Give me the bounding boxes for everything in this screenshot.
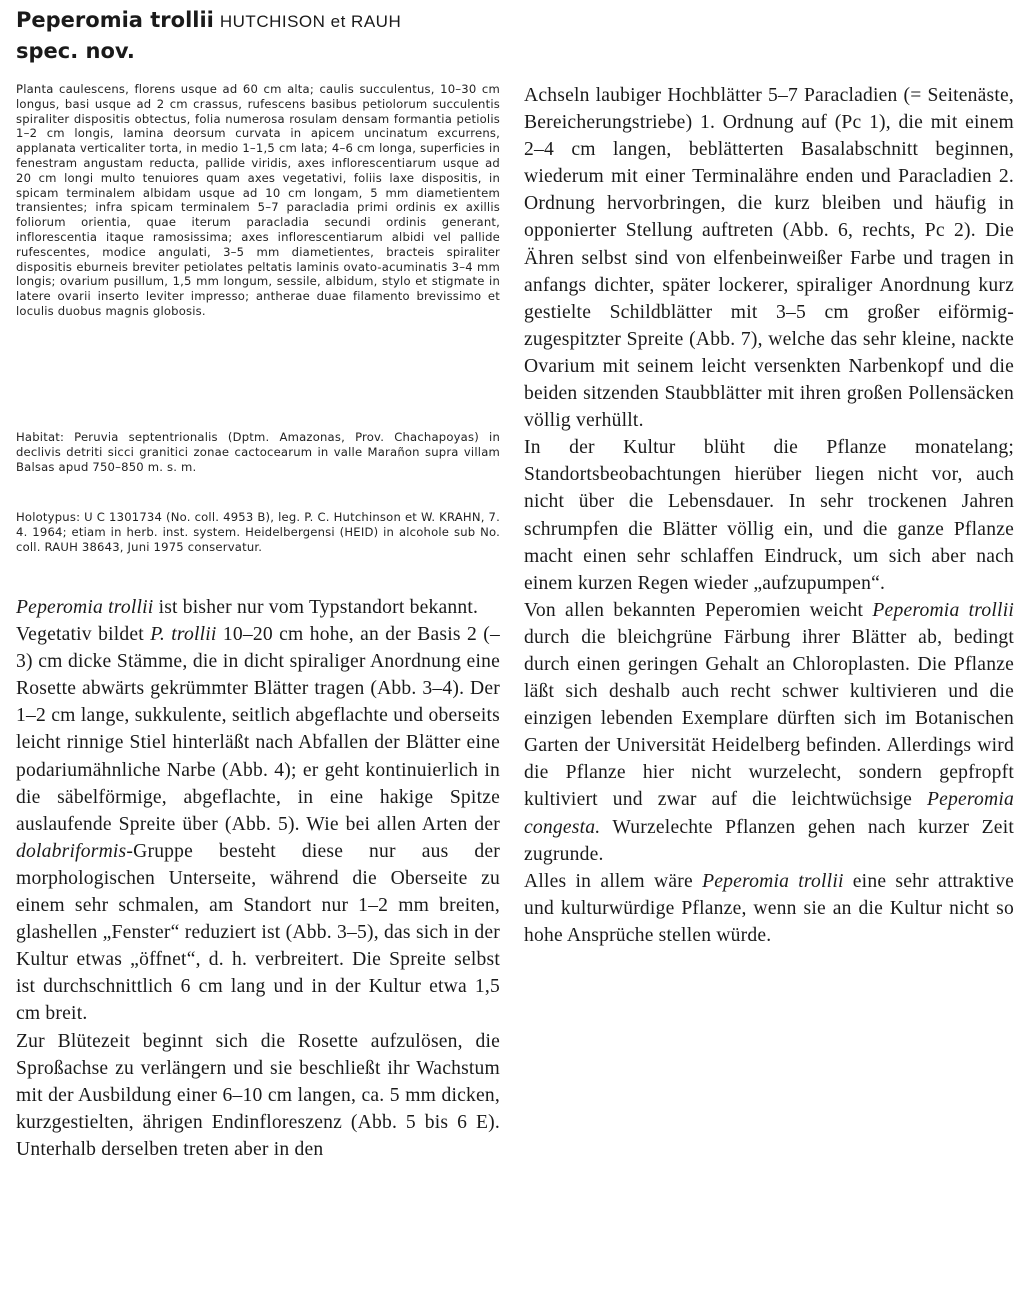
species-italic: Peperomia trollii <box>16 597 154 618</box>
text-run: Wurzelechte Pflanzen gehen nach kurzer Zeit zugrunde. <box>524 816 1014 865</box>
title-line <box>16 6 516 36</box>
species-italic: P. trollii <box>150 624 217 646</box>
paragraph <box>524 597 1014 868</box>
species-status: spec. nov. <box>16 39 135 63</box>
group-italic: dolabriformis <box>16 840 127 862</box>
text-run: Vegetativ bildet <box>16 624 151 646</box>
left-column <box>16 594 500 1163</box>
text-run: 10–20 cm hohe, an der Basis 2 (–3) cm dicke Stämme, die in dicht spiraliger Anordnung eine Rosette abwärts gekrümmter Blätter tragen (Abb. 3–4). Der 1–2 cm lange, sukkulente, seitlich abgeflachte und oberseits leicht rinnige Stiel hinterläßt nach Abfallen der Blätter eine podariumähnliche Narbe (Abb. 4); er geht kontinuierlich in die säbelförmige, abgeflachte, in eine hakige Spitze auslaufende Spreite über (Abb. 5). Wie bei allen Arten der <box>16 624 500 835</box>
species-italic: Peperomia trollii <box>702 870 844 892</box>
text-run: ist bisher nur vom Typstandort bekannt. <box>153 597 479 618</box>
paragraph: Achseln laubiger Hochblätter 5–7 Paracladien (= Seitenäste, Bereicherungstriebe) 1. Ordnung auf (Pc 1), die mit einem 2–4 cm langen, beblätterten Basalabschnitt beginnen, wiederum mit einer Terminalähre enden und Paracladien 2. Ordnung hervorbringen, die kurz bleiben und häufig in opponierter Stellung auftreten (Abb. 6, rechts, Pc 2). Die Ähren selbst sind von elfenbeinweißer Farbe und tragen in anfangs dichter, später lockerer, spiraliger Anordnung kurz gestielte Schildblätter mit 3–5 cm großer eiförmig-zugespitzter Spreite (Abb. 7), welche das sehr kleine, nackte Ovarium mit seinem leicht versenkten Narbenkopf und die beiden sitzenden Staubblätter mit ihren großen Pollensäcken völlig verhüllt. <box>524 85 1014 432</box>
latin-habitat: Habitat: Peruvia septentrionalis (Dptm. Amazonas, Prov. Chachapoyas) in declivis detriti sicci granitici zonae cactocearum in valle Marañon supra villam Balsas apud 750–850 m. s. m. <box>16 430 500 474</box>
species-name: Peperomia trollii <box>16 8 214 32</box>
right-column <box>524 82 1014 949</box>
paragraph <box>16 594 500 621</box>
species-authors: HUTCHISON et RAUH <box>219 12 402 31</box>
species-italic: Peperomia trollii <box>872 599 1014 621</box>
paragraph <box>16 621 500 1027</box>
text-run: durch die bleichgrüne Färbung ihrer Blätter ab, bedingt durch einen geringen Gehalt an Chloroplasten. Die Pflanze läßt sich deshalb auch recht schwer kultivieren und die einzigen lebenden Exemplare dürften sich im Botanischen Garten der Universität Heidelberg befinden. Allerdings wird die Pflanze hier nicht wurzelecht, sondern gepfropft kultiviert und zwar auf die leichtwüchsige <box>524 626 1014 811</box>
paragraph: Zur Blütezeit beginnt sich die Rosette aufzulösen, die Sproßachse zu verlängern und sie beschließt ihr Wachstum mit der Ausbildung einer 6–10 cm langen, ca. 5 mm dicken, kurzgestielten, ährigen Endinfloreszenz (Abb. 5 bis 6 E). Unterhalb derselben treten aber in den <box>16 1030 500 1160</box>
text-run: -Gruppe besteht diese nur aus der morphologischen Unterseite, während die Oberseite zu einem sehr schmalen, am Standort nur 1–2 mm breiten, glashellen „Fenster“ reduziert ist (Abb. 3–5), das sich in der Kultur etwas „öffnet“, d. h. verbreitert. Die Spreite selbst ist durchschnittlich 6 cm lang und in der Kultur etwa 1,5 cm breit. <box>16 840 500 1025</box>
text-run: eine sehr attraktive und kulturwürdige Pflanze, wenn sie an die Kultur nicht so hohe Ansprüche stellen würde. <box>524 870 1014 946</box>
species-italic: Peperomia congesta. <box>524 789 1014 838</box>
article-title <box>16 6 516 66</box>
text-run: Alles in allem wäre <box>524 870 703 892</box>
paragraph <box>524 868 1014 949</box>
latin-diagnosis: Planta caulescens, florens usque ad 60 cm alta; caulis succulentus, 10–30 cm longus, basi usque ad 2 cm crassus, rufescens basibus petiolorum succulentis spiraliter dispositis obtectus, folia numerosa rosulam densam formantia petiolis 1–2 cm longis, lamina deorsum curvata in apicem uncinatum excurrens, applanata verticaliter torta, in medio 1–1,5 cm lata; 4–6 cm longa, superficies in fenestram angustam reducta, pallide viridis, axes inflorescentiarum usque ad 20 cm longi multo tenuiores quam axes vegetativi, foliis laxe dispositis, in spicam terminalem albidam usque ad 10 cm longam, 5 mm diametientem transientes; infra spicam terminalem 5–7 paracladia primi ordinis ex axillis foliorum orientia, quae iterum paracladia secundi ordinis generant, inflorescentia itaque ramosissima; axes inflorescentiarum albidi vel pallide rufescentes, modice angulati, 3–5 mm diametientes, bracteis spiraliter dispositis eburneis breviter petiolates peltatis laminis ovato-acuminatis 3–4 mm longis; ovarium pusillum, 1,5 mm longum, sessile, albidum, stylo et stigmate in latere ovarii inserto leviter impresso; antherae duae filamento brevissimo et loculis duobus magnis globosis. <box>16 82 500 318</box>
paragraph: In der Kultur blüht die Pflanze monatelang; Standortsbeobachtungen hierüber liegen nicht vor, auch nicht über die Lebensdauer. In sehr trockenen Jahren schrumpfen die Blätter völlig ein, und die ganze Pflanze macht einen sehr schlaffen Eindruck, um sich aber nach einem kurzen Regen wieder „aufzupumpen“. <box>524 437 1014 594</box>
text-run: Von allen bekannten Peperomien weicht <box>524 599 873 621</box>
latin-holotype: Holotypus: U C 1301734 (No. coll. 4953 B), leg. P. C. Hutchinson et W. KRAHN, 7. 4. 1964; etiam in herb. inst. system. Heidelbergensi (HEID) in alcohole sub No. coll. RAUH 38643, Juni 1975 conservatur. <box>16 510 500 554</box>
